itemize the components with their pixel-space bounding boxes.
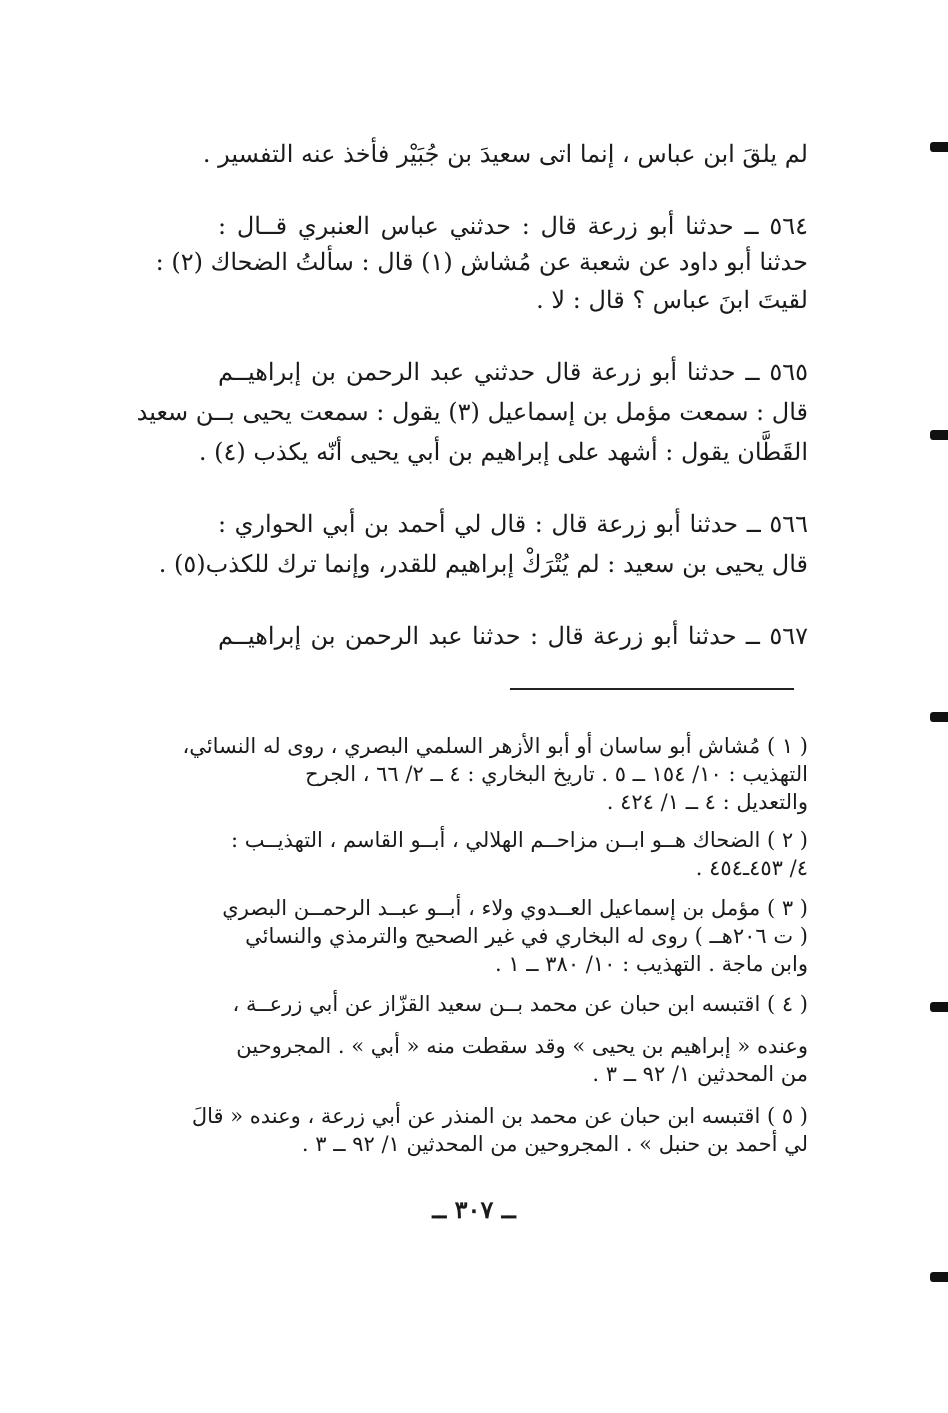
- footnote-3-line-1: ( ٣ ) مؤمل بن إسماعيل العــدوي ولاء ، أبــو عبــد الرحمــن البصري: [222, 896, 808, 920]
- footnote-1-line-3: والتعديل : ٤ ــ ١/ ٤٢٤ .: [606, 790, 808, 814]
- footnote-1-line-1: ( ١ ) مُشاش أبو ساسان أو أبو الأزهر السلمي البصري ، روى له النسائي،: [182, 734, 808, 758]
- scan-edge-mark: [930, 1002, 948, 1012]
- footnote-3-line-3: وابن ماجة . التهذيب : ١٠/ ٣٨٠ ــ ١ .: [494, 952, 808, 976]
- narration-564-line-1: ٥٦٤ ــ حدثنا أبو زرعة قال : حدثني عباس العنبري قــال :: [218, 212, 808, 240]
- scan-edge-mark: [930, 142, 948, 152]
- footnote-separator: [510, 688, 794, 690]
- page-number: ــ ٣٠٧ ــ: [432, 1195, 516, 1224]
- narration-565-line-1: ٥٦٥ ــ حدثنا أبو زرعة قال حدثني عبد الرحمن بن إبراهيــم: [218, 358, 808, 386]
- scan-edge-mark: [930, 430, 948, 440]
- footnote-4-line-2: وعنده « إبراهيم بن يحيى » وقد سقطت منه « أبي » . المجروحين: [236, 1034, 808, 1058]
- narration-566-line-2: قال يحيى بن سعيد : لم يُتْرَكْ إبراهيم للقدر، وإنما ترك للكذب(٥) .: [158, 550, 808, 578]
- footnote-3-line-2: ( ت ٢٠٦هــ ) روى له البخاري في غير الصحيح والترمذي والنسائي: [245, 924, 808, 948]
- narration-567-line-1: ٥٦٧ ــ حدثنا أبو زرعة قال : حدثنا عبد الرحمن بن إبراهيــم: [218, 622, 808, 650]
- footnote-5-line-2: لي أحمد بن حنبل » . المجروحين من المحدثين ١/ ٩٢ ــ ٣ .: [301, 1132, 808, 1156]
- body-line-1: لم يلقَ ابن عباس ، إنما اتى سعيدَ بن جُبَيْر فأخذ عنه التفسير .: [202, 140, 808, 168]
- footnote-2-line-2: ٤/ ٤٥٣ـ٤٥٤ .: [695, 856, 808, 880]
- footnote-4-line-1: ( ٤ ) اقتبسه ابن حبان عن محمد بــن سعيد القزّاز عن أبي زرعــة ،: [232, 992, 808, 1016]
- footnote-5-line-1: ( ٥ ) اقتبسه ابن حبان عن محمد بن المنذر عن أبي زرعة ، وعنده « قالَ: [191, 1104, 808, 1128]
- footnote-2-line-1: ( ٢ ) الضحاك هــو ابــن مزاحــم الهلالي ، أبــو القاسم ، التهذيــب :: [231, 828, 808, 852]
- narration-565-line-2: قال : سمعت مؤمل بن إسماعيل (٣) يقول : سمعت يحيى بــن سعيد: [136, 398, 808, 426]
- narration-564-line-3: لقيتَ ابنَ عباس ؟ قال : لا .: [536, 286, 808, 314]
- footnote-4-line-3: من المحدثين ١/ ٩٢ ــ ٣ .: [592, 1062, 808, 1086]
- footnote-1-line-2: التهذيب : ١٠/ ١٥٤ ــ ٥ . تاريخ البخاري : ٤ ــ ٢/ ٦٦ ، الجرح: [305, 762, 808, 786]
- narration-565-line-3: القَطَّان يقول : أشهد على إبراهيم بن أبي يحيى أنّه يكذب (٤) .: [198, 438, 808, 466]
- narration-566-line-1: ٥٦٦ ــ حدثنا أبو زرعة قال : قال لي أحمد بن أبي الحواري :: [218, 510, 808, 538]
- scan-edge-mark: [930, 1272, 948, 1282]
- scan-edge-mark: [930, 712, 948, 722]
- narration-564-line-2: حدثنا أبو داود عن شعبة عن مُشاش (١) قال : سألتُ الضحاك (٢) :: [155, 248, 808, 276]
